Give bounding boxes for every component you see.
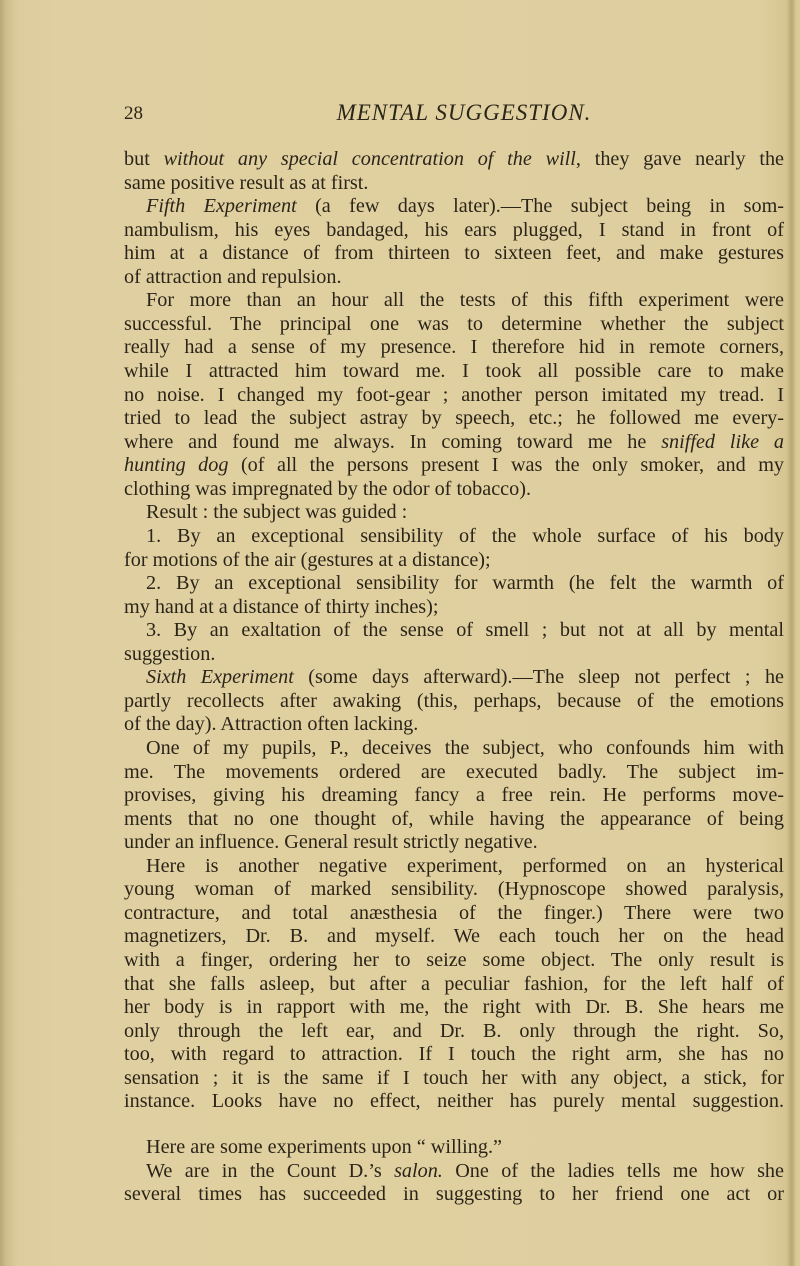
italic-text: sniffed like a [661,430,784,453]
text-line [124,1089,784,1113]
running-title: MENTAL SUGGESTION. [336,100,592,125]
text-line [124,548,784,572]
text-segment: with a finger, ordering her to seize some object. The only result is [124,949,784,972]
text-line [124,830,784,854]
page-number: 28 [124,103,143,124]
text-segment: really had a sense of my presence. I therefore hid in remote corners, [124,336,784,359]
text-segment: while I attracted him toward me. I took all possible care to make [124,360,784,383]
italic-text: without any special concentration of the will [163,148,576,170]
text-line [124,877,784,901]
text-segment: 2. By an exceptional sensibility for warmth (he felt the warmth of [146,572,784,595]
text-segment: for motions of the air (gestures at a distance); [124,548,491,571]
text-line [124,618,784,642]
text-segment: that she falls asleep, but after a peculiar fashion, for the left half of [124,972,784,995]
text-segment: young woman of marked sensibility. (Hypnoscope showed paralysis, [124,878,784,901]
text-line [124,995,784,1019]
text-segment: (some days afterward).—The sleep not perfect ; he [293,666,784,689]
text-line [124,359,784,383]
text-line [124,218,784,242]
text-line [124,1066,784,1090]
italic-text: salon. [394,1159,443,1182]
text-segment: of attraction and repulsion. [124,265,342,288]
text-line [124,595,784,619]
text-line [124,689,784,713]
text-line [124,335,784,359]
text-line [124,265,784,289]
text-segment: of the day). Attraction often lacking. [124,713,419,736]
text-segment: One of my pupils, P., deceives the subject, who confounds him with [146,737,784,759]
text-segment: under an influence. General result strictly negative. [124,831,538,854]
text-segment: magnetizers, Dr. B. and myself. We each touch her on the head [124,925,784,948]
text-segment: too, with regard to attraction. If I touch the right arm, she has no [124,1043,784,1066]
text-line [124,406,784,430]
text-line [124,312,784,336]
text-line [124,194,784,218]
text-segment: ments that no one thought of, while having the appearance of being [124,807,784,830]
text-line [124,1042,784,1066]
text-segment: nambulism, his eyes bandaged, his ears plugged, I stand in front of [124,218,784,241]
text-segment: suggestion. [124,642,216,665]
text-line [124,241,784,265]
text-line [124,807,784,831]
text-line [124,288,784,312]
text-segment: 1. By an exceptional sensibility of the whole surface of his body [146,524,784,547]
text-line [124,1159,784,1183]
text-segment: her body is in rapport with me, the right with Dr. B. She hears me [124,996,784,1019]
text-line [124,642,784,666]
text-line [124,712,784,736]
text-line [124,783,784,807]
text-line [124,430,784,454]
text-segment: me. The movements ordered are executed badly. The subject im- [124,760,784,783]
text-segment: (of all the persons present I was the only smoker, and my [228,454,784,477]
text-line [124,736,784,760]
text-line [124,665,784,689]
italic-text: Sixth Experiment [146,666,294,689]
text-segment: For more than an hour all the tests of this fifth experiment were [146,289,784,312]
text-line [124,1135,784,1159]
text-segment: successful. The principal one was to determine whether the subject [124,312,784,335]
text-line [124,500,784,524]
text-line [124,477,784,501]
text-segment: where and found me always. In coming toward me he [124,430,662,453]
text-line [124,453,784,477]
text-line [124,972,784,996]
text-line [124,171,784,195]
text-segment: tried to lead the subject astray by speech, etc.; he followed me every- [124,407,784,430]
text-segment: no noise. I changed my foot-gear ; another person imitated my tread. I [124,383,784,406]
text-segment: Result : the subject was guided : [146,501,408,524]
text-segment: provises, giving his dreaming fancy a free rein. He performs move- [124,784,784,807]
text-segment: several times has succeeded in suggesting to her friend one act or [124,1183,784,1206]
text-segment: but [124,148,164,170]
text-segment: contracture, and total anæsthesia of the finger.) There were two [124,901,784,924]
text-line [124,924,784,948]
text-line [124,1019,784,1043]
italic-text: Fifth Experiment [146,195,297,218]
text-segment: , they gave nearly the [575,148,785,170]
text-segment: my hand at a distance of thirty inches); [124,595,439,618]
text-line [124,854,784,878]
text-segment: partly recollects after awaking (this, perhaps, because of the emotions [124,689,784,712]
text-line [124,948,784,972]
text-segment: (a few days later).—The subject being in som- [296,195,784,218]
text-segment: Here are some experiments upon “ willing.” [146,1135,502,1158]
text-line [124,760,784,784]
text-segment: sensation ; it is the same if I touch her with any object, a stick, for [124,1066,784,1089]
text-line [124,571,784,595]
text-segment: 3. By an exaltation of the sense of smell ; but not at all by mental [146,619,784,642]
text-line [124,524,784,548]
text-segment: same positive result as at first. [124,171,369,194]
text-segment: clothing was impregnated by the odor of tobacco). [124,477,531,500]
text-line [124,1182,784,1206]
text-segment: only through the left ear, and Dr. B. only through the right. So, [124,1019,784,1042]
text-line [124,383,784,407]
text-segment: We are in the Count D.’s [146,1159,395,1182]
text-segment: him at a distance of from thirteen to sixteen feet, and make gestures [124,242,784,265]
text-line [124,901,784,925]
text-segment: instance. Looks have no effect, neither has purely mental suggestion. [124,1090,784,1113]
italic-text: hunting dog [124,454,229,477]
text-segment: Here is another negative experiment, performed on an hysterical [146,854,784,877]
page-header [124,100,784,130]
text-segment: One of the ladies tells me how she [442,1159,784,1182]
text-line [124,147,784,171]
